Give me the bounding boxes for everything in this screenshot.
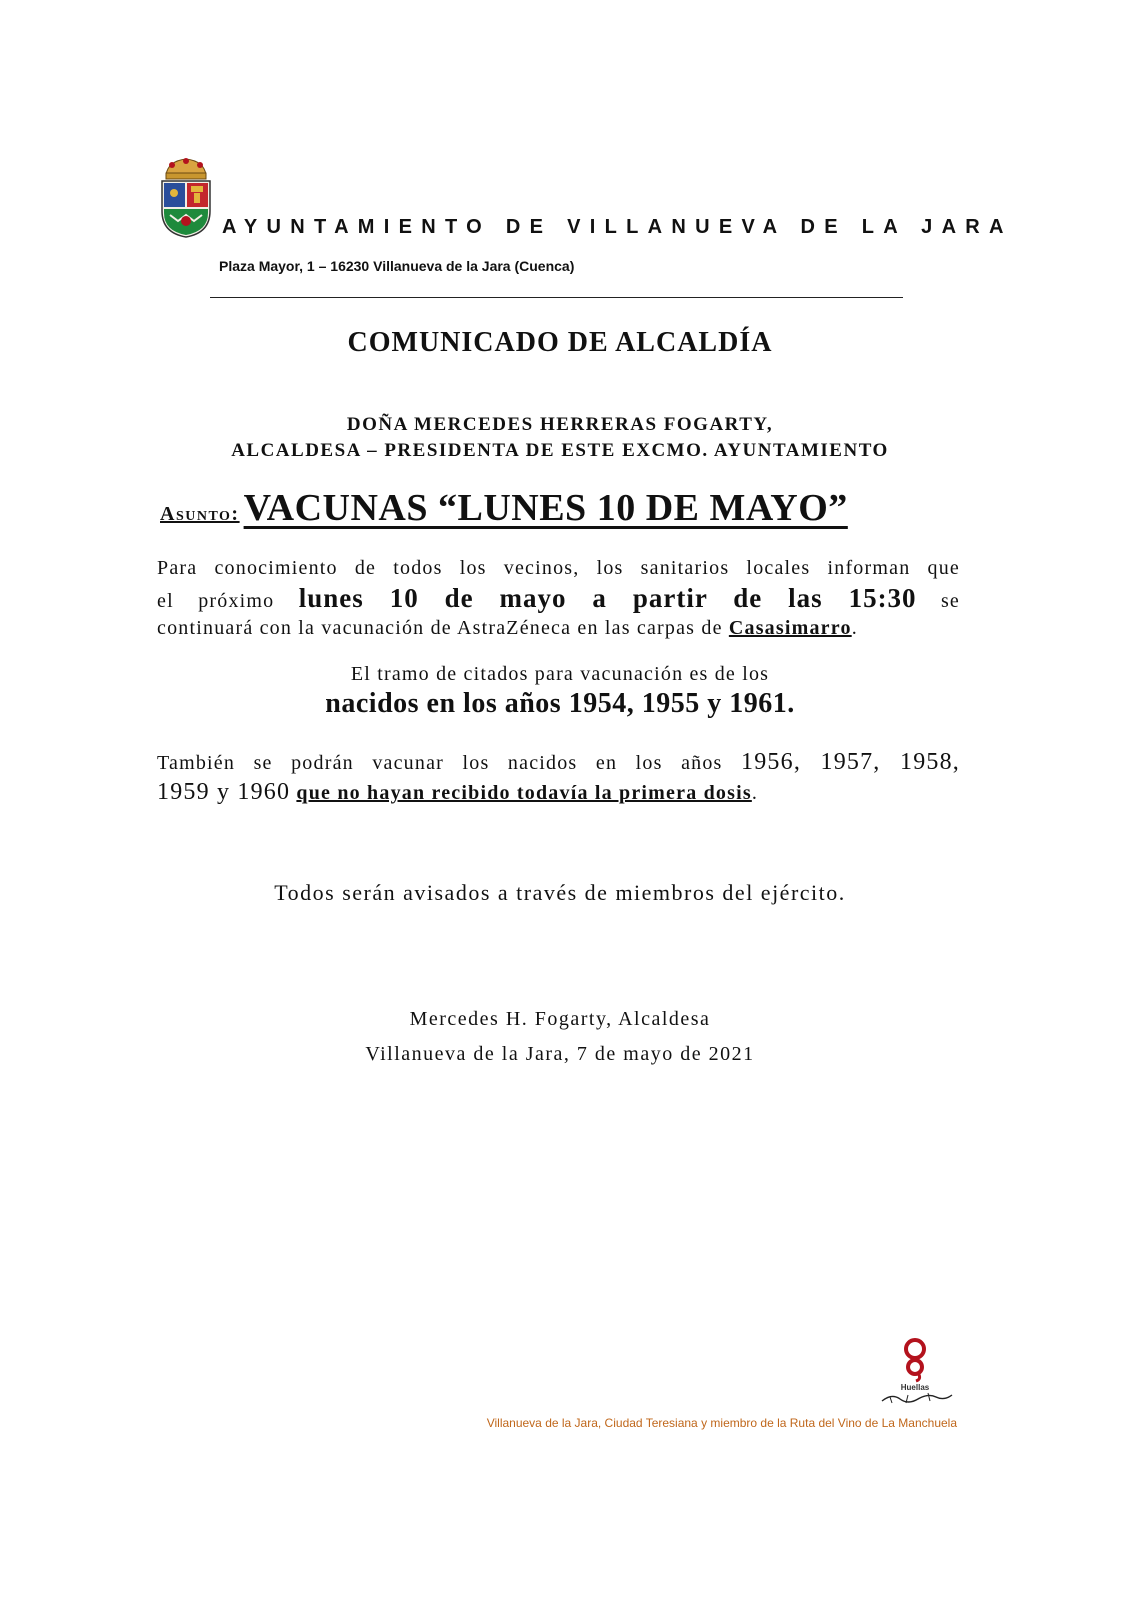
vaccination-datetime: lunes 10 de mayo a partir de las 15:30 <box>298 583 917 613</box>
issuer-name: DOÑA MERCEDES HERRERAS FOGARTY, <box>346 414 774 435</box>
logo-text: Huellas <box>900 1383 930 1392</box>
notice-text: Todos serán avisados a través de miembros del ejército. <box>274 880 846 905</box>
paragraph-1-line-3 <box>157 613 960 643</box>
p3-line1-pre: También se podrán vacunar los nacidos en los años <box>157 752 723 774</box>
footer-tagline: Villanueva de la Jara, Ciudad Teresiana y miembro de la Ruta del Vino de La Manchuela <box>486 1416 957 1430</box>
p3-line2-end: . <box>751 782 759 804</box>
p3-line1-years: 1956, 1957, 1958, <box>741 749 960 775</box>
p3-line2-years: 1959 y 1960 <box>157 779 291 805</box>
document-title: COMUNICADO DE ALCALDÍA <box>347 327 773 358</box>
issuer-position: ALCALDESA – PRESIDENTA DE ESTE EXCMO. AYUNTAMIENTO <box>231 440 889 461</box>
organization-name: AYUNTAMIENTO DE VILLANUEVA DE LA JARA <box>222 216 1013 238</box>
coat-of-arms-icon <box>158 155 214 239</box>
p1-line2-pre: el próximo <box>157 590 275 612</box>
p1-line3-end: . <box>851 617 858 639</box>
subject-text: VACUNAS “LUNES 10 DE MAYO” <box>243 487 848 529</box>
signature-name: Mercedes H. Fogarty, Alcaldesa <box>409 1008 711 1030</box>
p1-line3-pre: continuará con la vacunación de AstraZéneca en las carpas de <box>157 617 723 639</box>
paragraph-1-line-2 <box>157 583 960 616</box>
huellas-logo-icon <box>870 1335 960 1407</box>
first-dose-condition: que no hayan recibido todavía la primera dosis <box>296 782 752 804</box>
cohort-years: nacidos en los años 1954, 1955 y 1961. <box>325 688 795 719</box>
vaccination-place: Casasimarro <box>728 617 852 639</box>
subject-line <box>160 486 970 530</box>
paragraph-1-line-1: Para conocimiento de todos los vecinos, los sanitarios locales informan que <box>157 557 960 579</box>
organization-address: Plaza Mayor, 1 – 16230 Villanueva de la Jara (Cuenca) <box>219 258 575 274</box>
p1-line2-post: se <box>940 590 960 612</box>
subject-label: Asunto: <box>160 503 240 525</box>
paragraph-3-line-1 <box>157 747 960 778</box>
signature-place-date: Villanueva de la Jara, 7 de mayo de 2021 <box>365 1043 755 1065</box>
header-divider <box>210 297 903 298</box>
paragraph-3-line-2 <box>157 777 960 808</box>
cohort-intro: El tramo de citados para vacunación es de los <box>350 663 770 685</box>
